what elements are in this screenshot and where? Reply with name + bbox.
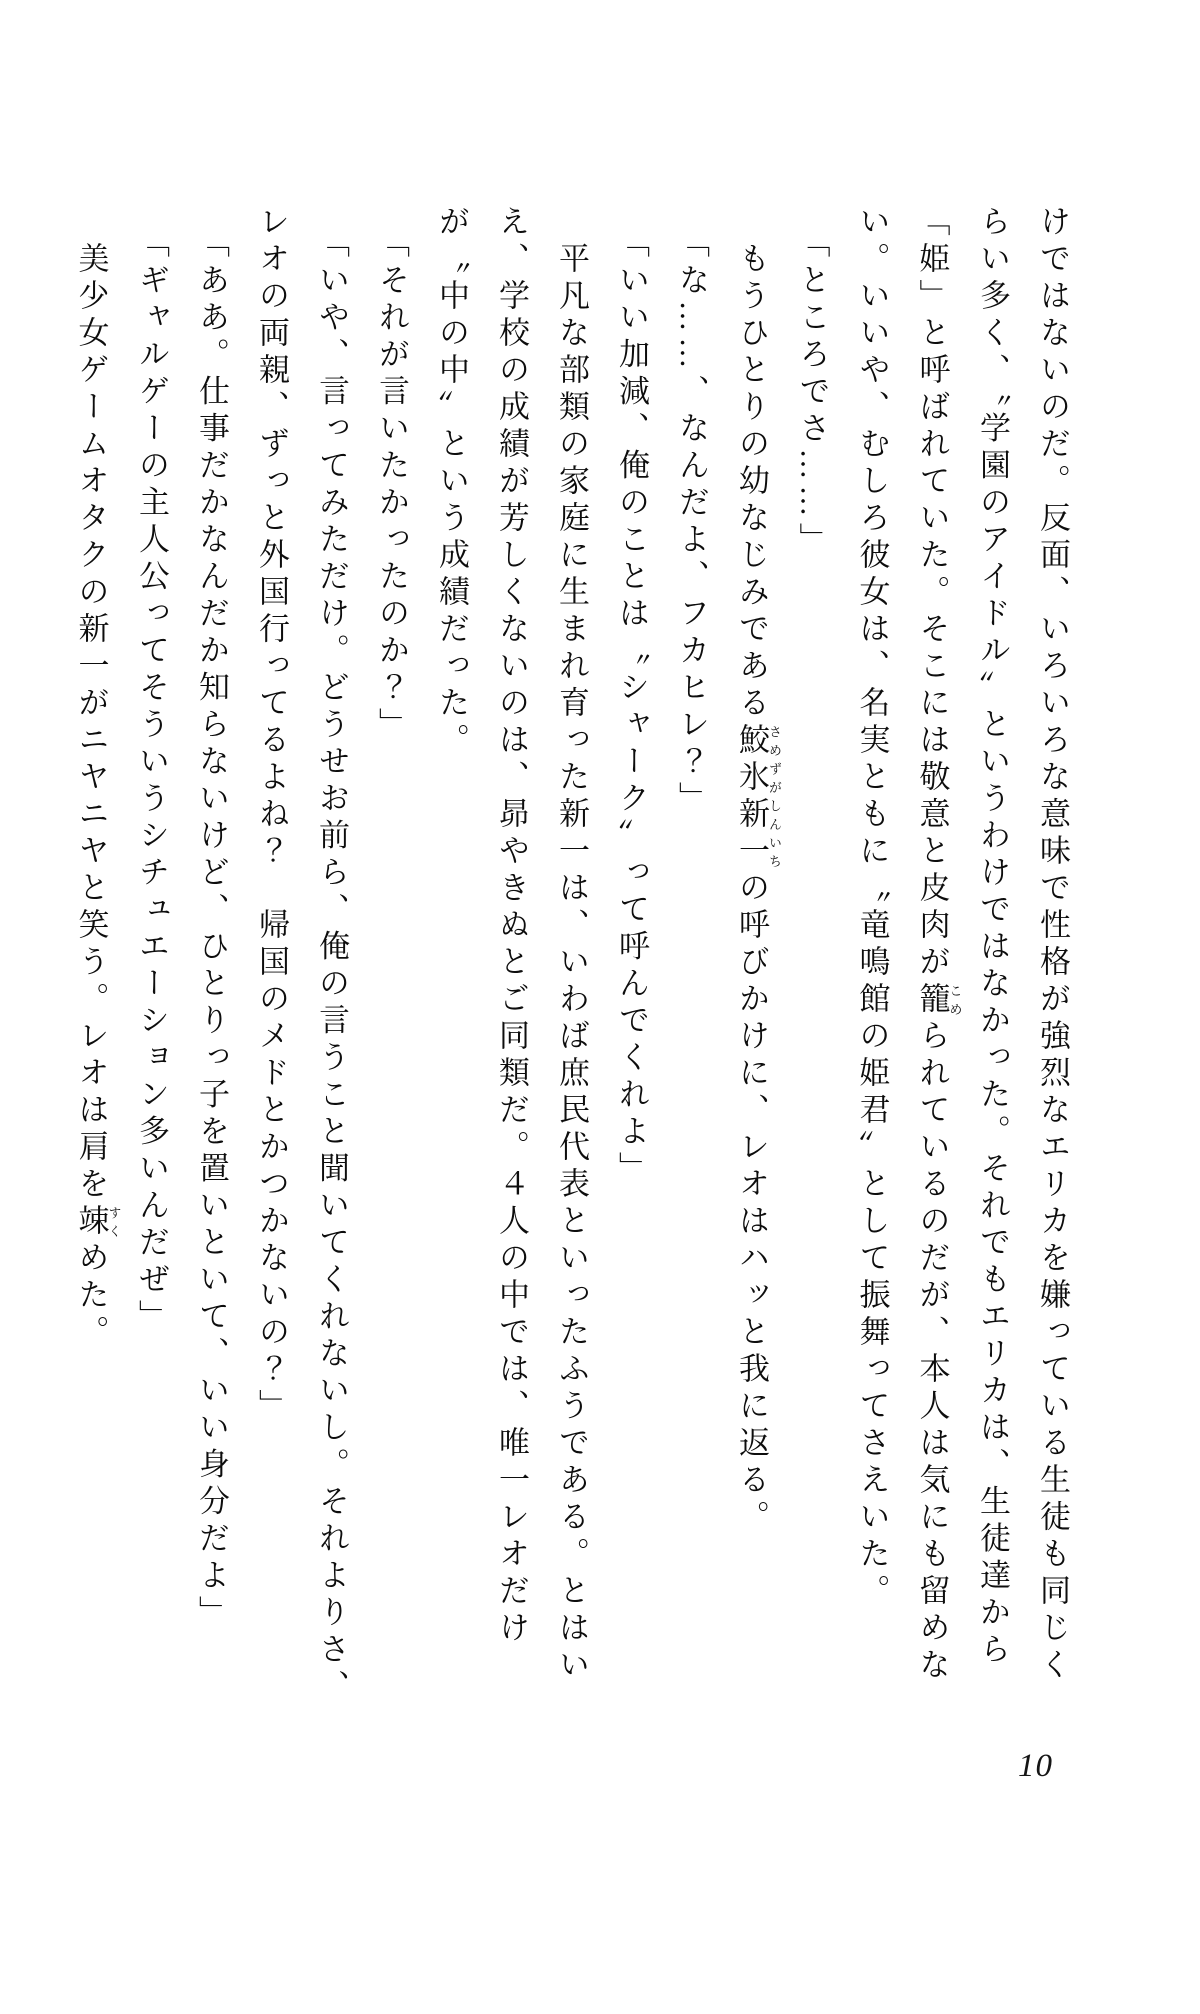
page-number: 10 [1018,1748,1053,1784]
text-line: 「いい加減、俺のことは〝シャーク〟って呼んでくれよ」 [614,205,649,1189]
text-line: え、学校の成績が芳しくないのは、昴やきぬとご同類だ。４人の中では、唯一レオだけ [494,205,529,1648]
text-line: レオの両親、ずっと外国行ってるよね？ 帰国のメドとかつかないの？」 [254,205,289,1426]
text-line: もうひとりの幼なじみである鮫氷新一さめずがしんいちの呼びかけに、レオはハッと我に返る。 [734,205,782,1537]
text-line: 「いや、言ってみただけ。どうせお前ら、俺の言うこと聞いてくれないし。それよりさ、 [314,205,349,1707]
text-line: 「ああ。仕事だかなんだか知らないけど、ひとりっ子を置いといて、いい身分だよ」 [194,205,229,1633]
ruby-annotation: 竦すく [73,1204,122,1241]
text-line: 「な……、なんだよ、フカヒレ？」 [674,205,709,819]
ruby-annotation: 鮫氷新一さめずがしんいち [734,723,782,871]
text-line: 「それが言いたかったのか？」 [374,205,409,745]
text-line: らい多く、〝学園のアイドル〟というわけではなかった。それでもエリカは、生徒達から [975,205,1010,1670]
text-line: 「ところでさ……」 [794,205,830,560]
text-line: が〝中の中〟という成績だった。 [434,205,469,760]
text-line: 「姫」と呼ばれていた。そこには敬意と皮肉が籠こめられているのだが、本人は気にも留めな [914,205,963,1685]
text-line: い。いいや、むしろ彼女は、名実ともに〝竜鳴館の姫君〟として振舞ってさえいた。 [854,205,890,1611]
text-line: けではないのだ。反面、いろいろな意味で性格が強烈なエリカを嫌っている生徒も同じく [1035,205,1070,1685]
text-block [61,205,1083,1707]
ruby-annotation: 籠こめ [914,982,963,1019]
text-line: 「ギャルゲーの主人公ってそういうシチュエーション多いんだぜ」 [134,205,169,1337]
text-line: 美少女ゲームオタクの新一がニヤニヤと笑う。レオは肩を竦すくめた。 [73,205,122,1352]
text-line: 平凡な部類の家庭に生まれ育った新一は、いわば庶民代表といったふうである。とはい [554,205,589,1685]
